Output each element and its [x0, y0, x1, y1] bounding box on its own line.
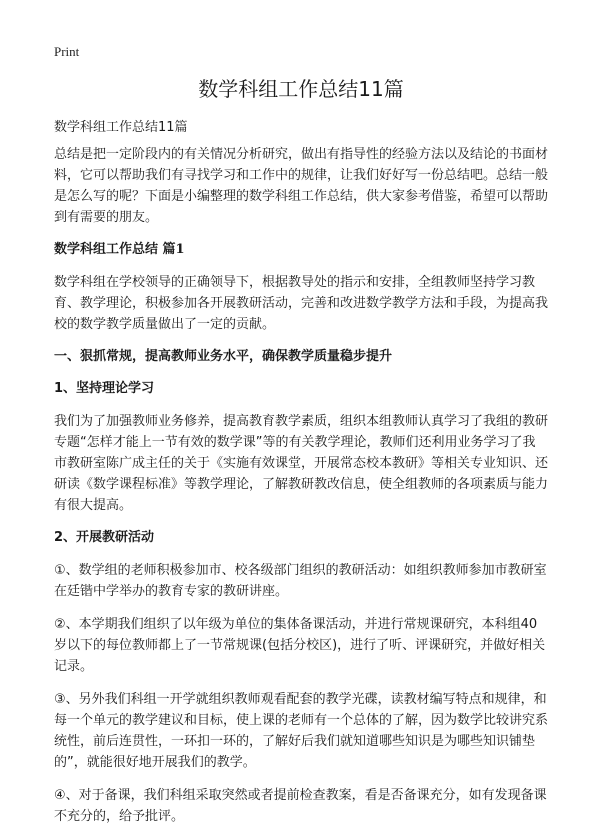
document-subtitle: 数学科组工作总结11篇 — [54, 120, 188, 135]
section-title: 数学科组工作总结 篇1 — [54, 242, 185, 257]
list-item: ②、本学期我们组织了以年级为单位的集体备课活动，并进行常规课研究，本科组40岁以下的每位教师都上了一节常规课(包括分校区)，进行了听、评课研究，并做好相关记录。 — [54, 617, 546, 674]
intro-paragraph: 总结是把一定阶段内的有关情况分析研究，做出有指导性的经验方法以及结论的书面材料，它可以帮助我们有寻找学习和工作中的规律，让我们好好写一份总结吧。总结一般是怎么写的呢？下面是小编整理的数学科组工作总结，供大家参考借鉴，希望可以帮助到有需要的朋友。 — [54, 147, 549, 225]
list-item: ①、数学组的老师积极参加市、校各级部门组织的教研活动：如组织教师参加市教研室在廷锴中学举办的教育专家的教研讲座。 — [54, 563, 547, 599]
list-item: ③、另外我们科组一开学就组织教师观看配套的教学光碟，读教材编写特点和规律，和每一个单元的教学建议和目标，使上课的老师有一个总体的了解，因为数学比较讲究系统性，前后连贯性，一环扣一环的，了解好后我们就知道哪些知识是为哪些知识铺垫的”，就能很好地开展我们的教学。 — [54, 692, 549, 770]
print-link[interactable]: Print — [54, 44, 80, 59]
list-item: ④、对于备课，我们科组采取突然或者提前检查教案，看是否备课充分，如有发现备课不充分的，给予批评。 — [54, 788, 547, 824]
theory-study-paragraph: 我们为了加强教师业务修养，提高教育教学素质，组织本组教师认真学习了我组的教研专题“怎样才能上一节有效的数学课”等的有关教学理论，教师们还利用业务学习了我市教研室陈广成主任的关于《实施有效课堂，开展常态校本教研》等相关专业知识、还研读《数学课程标准》等教学理论，了解教研教改信息，使全组教师的各项素质与能力有很大提高。 — [54, 414, 549, 513]
page-title: 数学科组工作总结11篇 — [198, 77, 404, 101]
heading-research-activities: 2、开展教研活动 — [54, 530, 155, 545]
section-intro-paragraph: 数学科组在学校领导的正确领导下，根据教导处的指示和安排，全组教师坚持学习教育、教学理论，积极参加各开展教研活动，完善和改进数学教学方法和手段，为提高我校的数学教学质量做出了一定的贡献。 — [54, 275, 549, 332]
document-page — [54, 74, 548, 839]
heading-main: 一、狠抓常规，提高教师业务水平，确保教学质量稳步提升 — [54, 349, 393, 364]
heading-theory-study: 1、坚持理论学习 — [54, 381, 155, 396]
